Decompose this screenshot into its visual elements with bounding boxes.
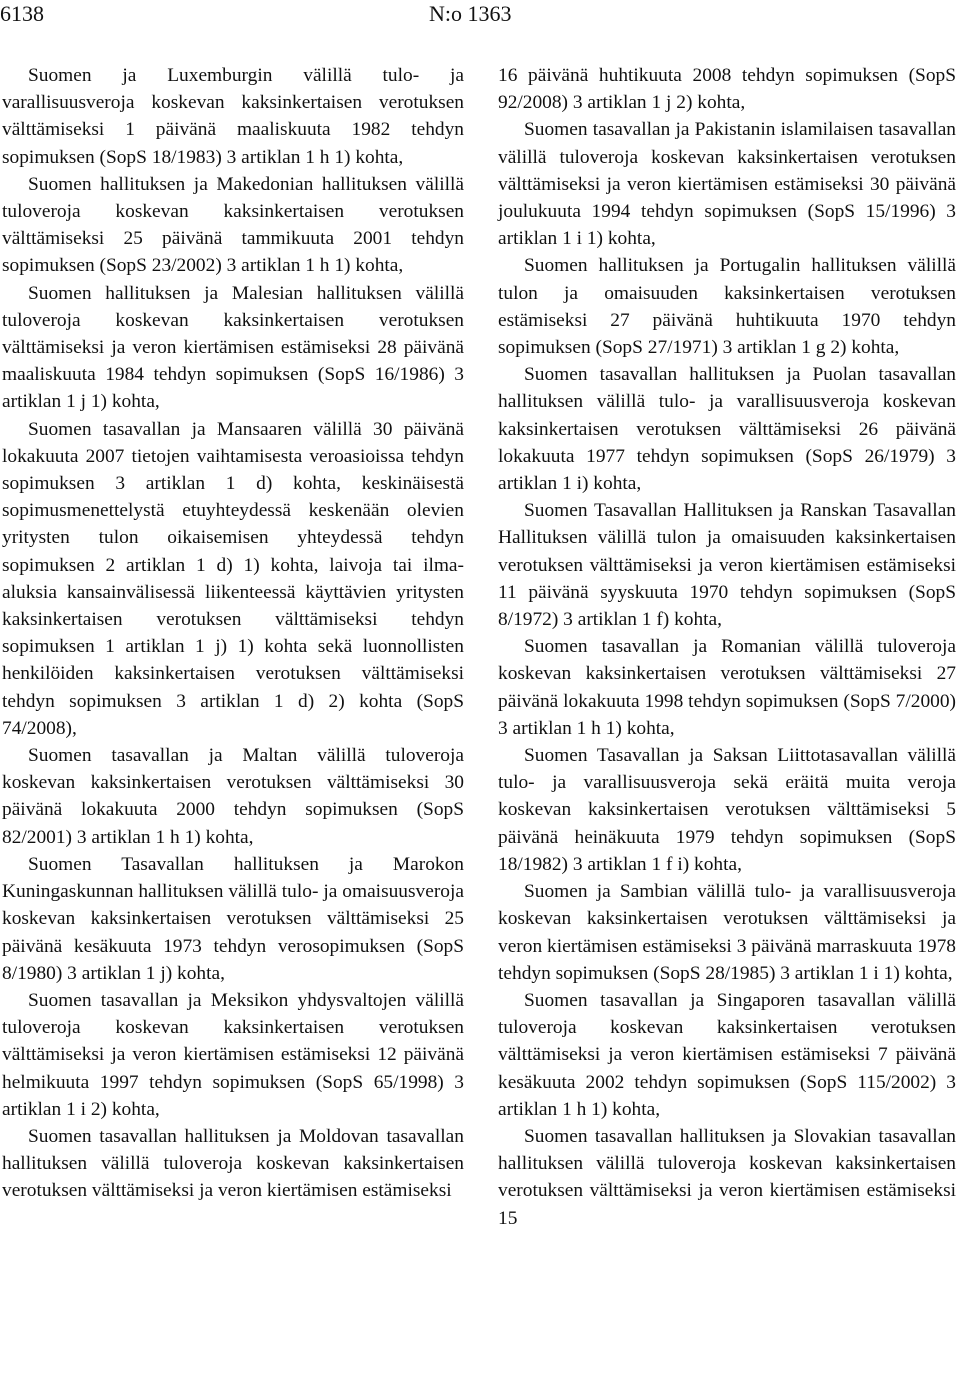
page-header	[0, 0, 960, 30]
paragraph-mansaari: Suomen tasavallan ja Mansaaren välillä 30 päivänä lokakuuta 2007 tietojen vaihtamisesta veroasioissa tehdyn sopimuksen 3 artiklan 1 d) kohta, keskinäisestä sopimusmenettelystä etuyhteydessä keskenään olevien yritysten tulon oikaisemisen yhteydessä tehdyn sopimuksen 2 artiklan 1 d) 1) kohta, laivoja tai ilma-aluksia kansainvälisessä liikenteessä käyttävien yritysten kaksinkertaisen verotuksen välttämiseksi tehdyn sopimuksen 1 artiklan 1 j) 1) kohta sekä luonnollisten henkilöiden kaksinkertaisen verotuksen välttämiseksi tehdyn sopimuksen 3 artiklan 1 d) 2) kohta (SopS 74/2008),	[2, 418, 464, 739]
issue-number: N:o 1363	[429, 1, 512, 26]
paragraph-meksiko: Suomen tasavallan ja Meksikon yhdysvaltojen välillä tuloveroja koskevan kaksinkertaisen verotuksen välttämiseksi ja veron kiertämisen estämiseksi 12 päivänä helmikuuta 1997 tehdyn sopimuksen (SopS 65/1998) 3 artiklan 1 i 2) kohta,	[2, 989, 464, 1120]
paragraph-moldova-continued: 16 päivänä huhtikuuta 2008 tehdyn sopimuksen (SopS 92/2008) 3 artiklan 1 j 2) kohta,	[498, 65, 956, 114]
paragraph-portugal: Suomen hallituksen ja Portugalin hallituksen välillä tulon ja omaisuuden kaksinkertaisen verotuksen estämiseksi 27 päivänä huhtikuuta 1970 tehdyn sopimuksen (SopS 27/1971) 3 artiklan 1 g 2) kohta,	[498, 255, 956, 359]
paragraph-pakistan: Suomen tasavallan ja Pakistanin islamilaisen tasavallan välillä tuloveroja koskevan kaksinkertaisen verotuksen välttämiseksi ja veron kiertämisen estämiseksi 30 päivänä joulukuuta 1994 tehdyn sopimuksen (SopS 15/1996) 3 artiklan 1 i 1) kohta,	[498, 119, 956, 250]
paragraph-singapore: Suomen tasavallan ja Singaporen tasavallan välillä tuloveroja koskevan kaksinkertaisen verotuksen välttämiseksi ja veron kiertämisen estämiseksi 7 päivänä kesäkuuta 2002 tehdyn sopimuksen (SopS 115/2002) 3 artiklan 1 h 1) kohta,	[498, 989, 956, 1120]
paragraph-slovakia: Suomen tasavallan hallituksen ja Slovakian tasavallan hallituksen välillä tuloveroja koskevan kaksinkertaisen verotuksen välttämiseksi ja veron kiertämisen estämiseksi 15	[498, 1125, 956, 1229]
paragraph-ranska: Suomen Tasavallan Hallituksen ja Ranskan Tasavallan Hallituksen välillä tulon ja omaisuuden kaksinkertaisen verotuksen välttämiseksi ja veron kiertämisen estämiseksi 11 päivänä syyskuuta 1970 tehdyn sopimuksen (SopS 8/1972) 3 artiklan 1 f) kohta,	[498, 500, 956, 631]
page-number: 6138	[0, 1, 44, 26]
left-column	[2, 62, 464, 1205]
paragraph-makedonia: Suomen hallituksen ja Makedonian hallituksen välillä tuloveroja koskevan kaksinkertaisen verotuksen välttämiseksi 25 päivänä tammikuuta 2001 tehdyn sopimuksen (SopS 23/2002) 3 artiklan 1 h 1) kohta,	[2, 173, 464, 277]
paragraph-puola: Suomen tasavallan hallituksen ja Puolan tasavallan hallituksen välillä tulo- ja varallisuusveroja koskevan kaksinkertaisen verotuksen välttämiseksi 26 päivänä lokakuuta 1977 tehdyn sopimuksen (SopS 26/1979) 3 artiklan 1 i) kohta,	[498, 364, 956, 495]
paragraph-malesia: Suomen hallituksen ja Malesian hallituksen välillä tuloveroja koskevan kaksinkertaisen verotuksen välttämiseksi ja veron kiertämisen estämiseksi 28 päivänä maaliskuuta 1984 tehdyn sopimuksen (SopS 16/1986) 3 artiklan 1 j 1) kohta,	[2, 282, 464, 413]
paragraph-sambia: Suomen ja Sambian välillä tulo- ja varallisuusveroja koskevan kaksinkertaisen verotuksen välttämiseksi ja veron kiertämisen estämiseksi 3 päivänä marraskuuta 1978 tehdyn sopimuksen (SopS 28/1985) 3 artiklan 1 i 1) kohta,	[498, 881, 956, 984]
paragraph-luxemburg: Suomen ja Luxemburgin välillä tulo- ja varallisuusveroja koskevan kaksinkertaisen verotuksen välttämiseksi 1 päivänä maaliskuuta 1982 tehdyn sopimuksen (SopS 18/1983) 3 artiklan 1 h 1) kohta,	[2, 65, 464, 168]
right-column	[498, 62, 956, 1232]
paragraph-moldova: Suomen tasavallan hallituksen ja Moldovan tasavallan hallituksen välillä tuloveroja koskevan kaksinkertaisen verotuksen välttämiseksi ja veron kiertämisen estämiseksi	[2, 1125, 464, 1202]
paragraph-romania: Suomen tasavallan ja Romanian välillä tuloveroja koskevan kaksinkertaisen verotuksen välttämiseksi 27 päivänä lokakuuta 1998 tehdyn sopimuksen (SopS 7/2000) 3 artiklan 1 h 1) kohta,	[498, 636, 956, 739]
paragraph-saksa: Suomen Tasavallan ja Saksan Liittotasavallan välillä tulo- ja varallisuusveroja sekä eräitä muita veroja koskevan kaksinkertaisen verotuksen välttämiseksi 5 päivänä heinäkuuta 1979 tehdyn sopimuksen (SopS 18/1982) 3 artiklan 1 f i) kohta,	[498, 745, 956, 875]
paragraph-marokko: Suomen Tasavallan hallituksen ja Marokon Kuningaskunnan hallituksen välillä tulo- ja omaisuusveroja koskevan kaksinkertaisen verotuksen välttämiseksi 25 päivänä kesäkuuta 1973 tehdyn verosopimuksen (SopS 8/1980) 3 artiklan 1 j) kohta,	[2, 853, 464, 984]
paragraph-malta: Suomen tasavallan ja Maltan välillä tuloveroja koskevan kaksinkertaisen verotuksen välttämiseksi 30 päivänä lokakuuta 2000 tehdyn sopimuksen (SopS 82/2001) 3 artiklan 1 h 1) kohta,	[2, 745, 464, 848]
